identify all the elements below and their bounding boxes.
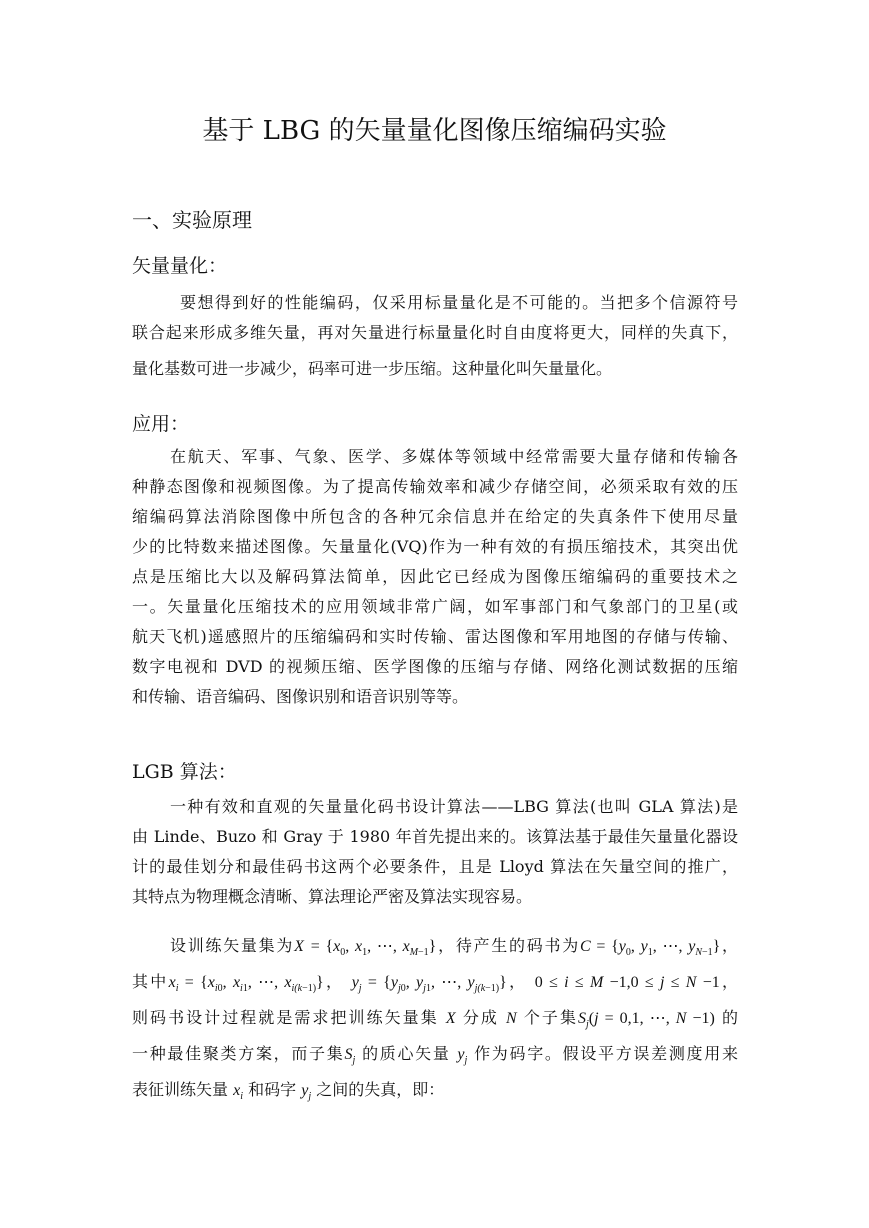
text-line: 量化基数可进一步减少，码率可进一步压缩。这种量化叫矢量量化。 <box>132 359 613 378</box>
text-line: 联合起来形成多维矢量，再对矢量进行标量量化时自由度将更大，同样的失真下， <box>132 323 738 342</box>
paragraph-lgb-algorithm <box>132 792 738 912</box>
text-line: 在航天、军事、气象、医学、多媒体等领域中经常需要大量存储和传输各 <box>170 447 738 466</box>
paragraph-codebook-definition <box>132 928 738 1108</box>
section-heading-principle: 一、实验原理 <box>132 208 252 232</box>
heading-vector-quantization: 矢量量化： <box>132 255 228 277</box>
text-line-training-set: 设训练矢量集为$X = \{x_0$, $x_1$, ⋯, $x_{M-1}$}，待产生的码书为$C = \{y_0$, $y_1$, ⋯, $y_{N-1}$}， <box>170 936 739 959</box>
text-line: 和传输、语音编码、图像识别和语音识别等等。 <box>132 687 469 706</box>
text-line: 缩编码算法消除图像中所包含的各种冗余信息并在给定的失真条件下使用尽量 <box>132 507 738 526</box>
text-line: 点是压缩比大以及解码算法简单，因此它已经成为图像压缩编码的重要技术之 <box>132 567 738 586</box>
paragraph-vector-quantization <box>132 288 738 384</box>
text-line-centroid: 一种最佳聚类方案，而子集$S_j$ 的质心矢量 $y_j$ 作为码字。假设平方误差测度用来 <box>132 1044 738 1067</box>
text-line: 航天飞机)遥感照片的压缩编码和实时传输、雷达图像和军用地图的存储与传输、 <box>132 627 738 646</box>
text-line-distortion: 表征训练矢量 $x_i$ 和码字 $y_j$ 之间的失真，即： <box>132 1080 445 1103</box>
text-line-vector-components: 其中$x_i = \{x_{i0}$, $x_{i1}$, ⋯, $x_{i(k-1)}$}， $y_j = \{y_{j0}$, $y_{j1}$, ⋯, $y_{j(k-1)}$}， 0 ≤ i ≤ M −1,0 ≤ j ≤ N −1， <box>132 972 739 995</box>
text-line: 计的最佳划分和最佳码书这两个必要条件，且是 Lloyd 算法在矢量空间的推广， <box>132 857 738 876</box>
text-line: 一种有效和直观的矢量量化码书设计算法——LBG 算法(也叫 GLA 算法)是 <box>170 797 738 816</box>
text-line-partition: 则码书设计过程就是需求把训练矢量集 X 分成 N 个子集$S_j(j = 0,1$, ⋯, N −1) 的 <box>132 1008 738 1031</box>
text-line: 数字电视和 DVD 的视频压缩、医学图像的压缩与存储、网络化测试数据的压缩 <box>132 657 738 676</box>
text-line: 少的比特数来描述图像。矢量量化(VQ)作为一种有效的有损压缩技术，其突出优 <box>132 537 738 556</box>
heading-lgb-algorithm: LGB 算法： <box>132 761 237 783</box>
paragraph-applications <box>132 442 738 712</box>
text-line: 由 Linde、Buzo 和 Gray 于 1980 年首先提出来的。该算法基于最佳矢量量化器设 <box>132 827 738 846</box>
text-line: 种静态图像和视频图像。为了提高传输效率和减少存储空间，必须采取有效的压 <box>132 477 738 496</box>
heading-applications: 应用： <box>132 413 190 435</box>
text-line: 要想得到好的性能编码，仅采用标量量化是不可能的。当把多个信源符号 <box>180 293 738 312</box>
page-title: 基于 LBG 的矢量量化图像压缩编码实验 <box>202 116 667 146</box>
text-line: 其特点为物理概念清晰、算法理论严密及算法实现容易。 <box>132 887 533 906</box>
text-line: 一。矢量量化压缩技术的应用领域非常广阔，如军事部门和气象部门的卫星(或 <box>132 597 738 616</box>
